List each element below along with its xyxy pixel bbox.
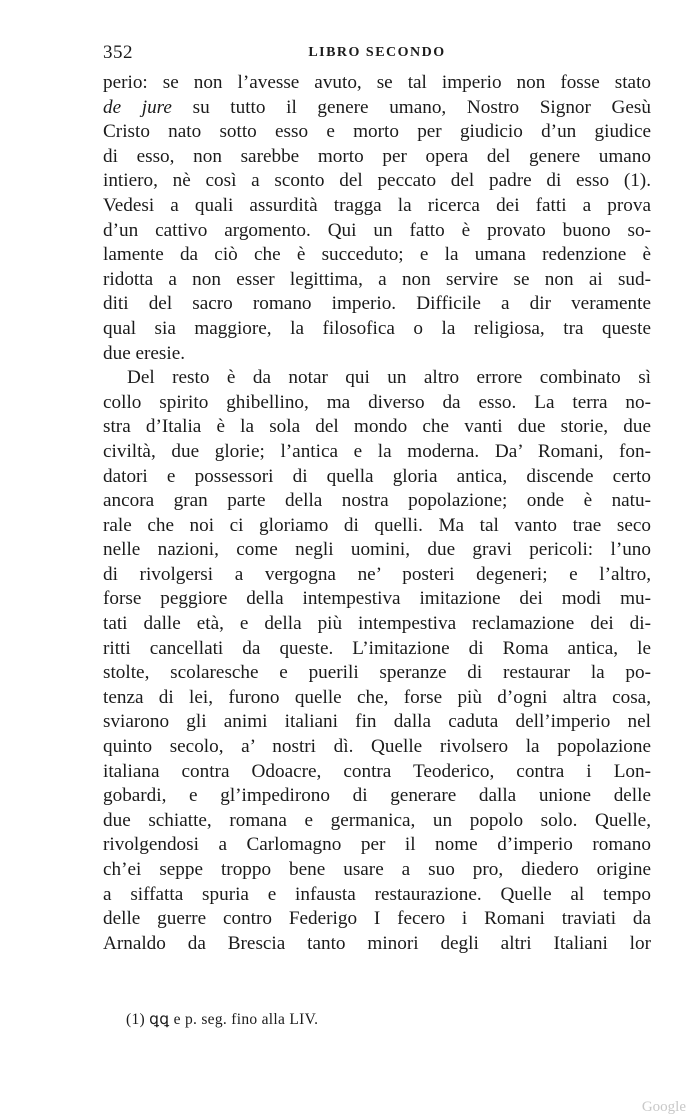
text-line: sviarono gli animi italiani fin dalla caduta dell’imperio nel — [103, 711, 651, 733]
body-text — [103, 71, 651, 956]
text-line: a siffatta spuria e infausta restaurazione. Quelle al tempo — [103, 883, 651, 905]
text-line: quinto secolo, a’ nostri dì. Quelle rivolsero la popolazione — [103, 736, 651, 758]
text-line: Vedesi a quali assurdità tragga la ricerca dei fatti a prova — [103, 194, 651, 216]
text-line: forse peggiore della intempestiva imitazione dei modi mu- — [103, 588, 651, 610]
text-line: tenza di lei, furono quelle che, forse più d’ogni altra cosa, — [103, 686, 651, 708]
text-line: italiana contra Odoacre, contra Teoderico, contra i Lon- — [103, 760, 651, 782]
text-line: perio: se non l’avesse avuto, se tal imperio non fosse stato — [103, 72, 651, 93]
text-line: datori e possessori di quella gloria antica, discende certo — [103, 465, 651, 487]
text-line: civiltà, due glorie; l’antica e la moderna. Da’ Romani, fon- — [103, 440, 651, 462]
text-line: ch’ei seppe troppo bene usare a suo pro, diedero origine — [103, 859, 651, 880]
text-line: nelle nazioni, come negli uomini, due gravi pericoli: l’uno — [103, 539, 651, 561]
text-line: di rivolgersi a vergogna ne’ posteri degeneri; e l’altro, — [103, 563, 651, 585]
text-line: tati dalle età, e della più intempestiva reclamazione dei di- — [103, 613, 651, 635]
text-line: due eresie. — [103, 342, 186, 364]
text-line: Arnaldo da Brescia tanto minori degli altri Italiani lor — [103, 932, 651, 954]
text-line: intiero, nè così a sconto del peccato del padre di esso (1). — [103, 170, 651, 192]
text-line: lamente da ciò che è succeduto; e la umana redenzione è — [103, 244, 651, 266]
google-watermark: Google — [641, 1099, 686, 1115]
text-segment: su tutto il genere umano, Nostro Signor Gesù — [171, 96, 651, 118]
page-header — [103, 42, 651, 68]
text-line: ridotta a non esser legittima, a non servire se non ai sud- — [103, 268, 651, 290]
footnote: (1) ꝗꝗ e p. seg. fino alla LIV. — [126, 1011, 319, 1028]
page-number: 352 — [103, 42, 133, 63]
text-line: ritti cancellati da queste. L’imitazione di Roma antica, le — [103, 637, 651, 659]
text-line: gobardi, e gl’impedirono di generare dalla unione delle — [103, 785, 651, 807]
text-line: qual sia maggiore, la filosofica o la religiosa, tra queste — [103, 317, 651, 339]
text-line: d’un cattivo argomento. Qui un fatto è provato buono so- — [103, 219, 651, 241]
text-line: collo spirito ghibellino, ma diverso da esso. La terra no- — [103, 391, 651, 413]
text-line: delle guerre contro Federigo I fecero i Romani traviati da — [103, 908, 651, 930]
text-line: ancora gran parte della nostra popolazione; onde è natu- — [103, 490, 651, 512]
text-line: di esso, non sarebbe morto per opera del genere umano — [103, 145, 651, 167]
italic-text: de jure — [103, 96, 172, 118]
text-line: due schiatte, romana e germanica, un popolo solo. Quelle, — [103, 809, 651, 831]
text-line — [103, 96, 651, 121]
text-line: diti del sacro romano imperio. Difficile a dir veramente — [103, 293, 651, 315]
text-line: rale che noi ci gloriamo di quelli. Ma tal vanto trae seco — [103, 514, 651, 536]
running-head: LIBRO SECONDO — [308, 45, 446, 60]
text-line: Del resto è da notar qui un altro errore combinato sì — [127, 367, 651, 389]
text-line: Cristo nato sotto esso e morto per giudicio d’un giudice — [103, 121, 651, 143]
text-line: stra d’Italia è la sola del mondo che vanti due storie, due — [103, 416, 651, 438]
text-line: rivolgendosi a Carlomagno per il nome d’imperio romano — [103, 834, 651, 856]
text-line: stolte, scolaresche e puerili speranze di restaurar la po- — [103, 662, 651, 684]
